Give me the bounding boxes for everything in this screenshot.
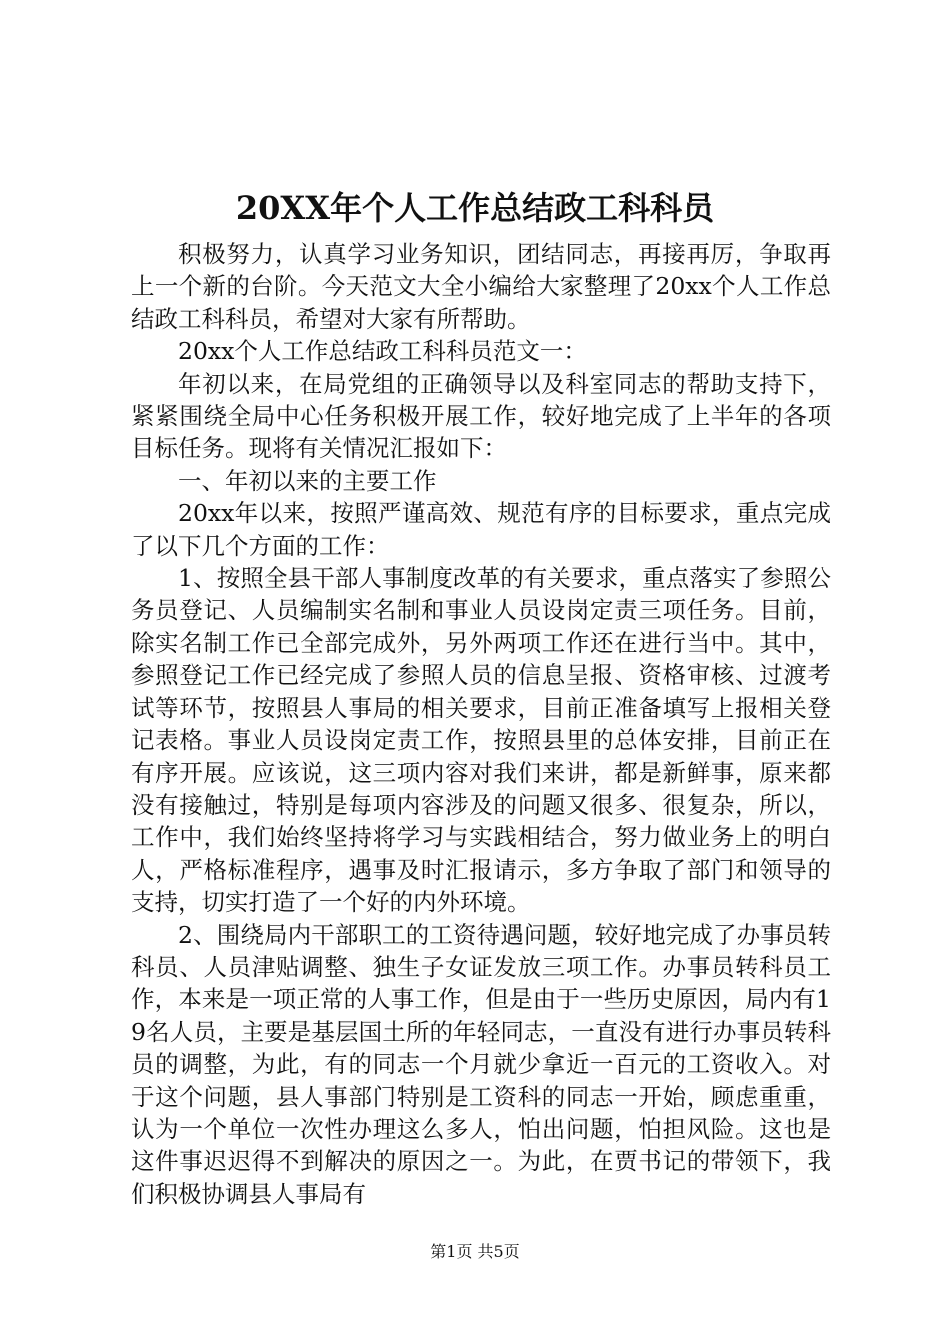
paragraph-opening: 年初以来，在局党组的正确领导以及科室同志的帮助支持下，紧紧围绕全局中心任务积极开展工作，较好地完成了上半年的各项目标任务。现将有关情况汇报如下： <box>131 369 831 463</box>
document-title: 20XX年个人工作总结政工科科员 <box>235 189 715 227</box>
paragraph-summary: 20xx年以来，按照严谨高效、规范有序的目标要求，重点完成了以下几个方面的工作： <box>131 499 831 560</box>
section-heading-main-work: 一、年初以来的主要工作 <box>178 466 437 495</box>
document-body <box>131 238 831 1210</box>
paragraph-sample-heading: 20xx个人工作总结政工科科员范文一： <box>178 337 587 366</box>
paragraph-intro: 积极努力，认真学习业务知识，团结同志，再接再厉，争取再上一个新的台阶。今天范文大全小编给大家整理了20xx个人工作总结政工科科员，希望对大家有所帮助。 <box>131 240 831 333</box>
page-footer: 第1页 共5页 <box>430 1242 520 1261</box>
paragraph-item-2: 2、围绕局内干部职工的工资待遇问题，较好地完成了办事员转科员、人员津贴调整、独生子女证发放三项工作。办事员转科员工作，本来是一项正常的人事工作，但是由于一些历史原因，局内有19名人员，主要是基层国土所的年轻同志，一直没有进行办事员转科员的调整，为此，有的同志一个月就少拿近一百元的工资收入。对于这个问题，县人事部门特别是工资科的同志一开始，顾虑重重，认为一个单位一次性办理这么多人，怕出问题，怕担风险。这也是这件事迟迟得不到解决的原因之一。为此，在贾书记的带领下，我们积极协调县人事局有 <box>131 920 831 1208</box>
paragraph-item-1: 1、按照全县干部人事制度改革的有关要求，重点落实了参照公务员登记、人员编制实名制和事业人员设岗定责三项任务。目前，除实名制工作已全部完成外，另外两项工作还在进行当中。其中，参照登记工作已经完成了参照人员的信息呈报、资格审核、过渡考试等环节，按照县人事局的相关要求，目前正准备填写上报相关登记表格。事业人员设岗定责工作，按照县里的总体安排，目前正在有序开展。应该说，这三项内容对我们来讲，都是新鲜事，原来都没有接触过，特别是每项内容涉及的问题又很多、很复杂，所以，工作中，我们始终坚持将学习与实践相结合，努力做业务上的明白人，严格标准程序，遇事及时汇报请示，多方争取了部门和领导的支持，切实打造了一个好的内外环境。 <box>131 564 831 917</box>
